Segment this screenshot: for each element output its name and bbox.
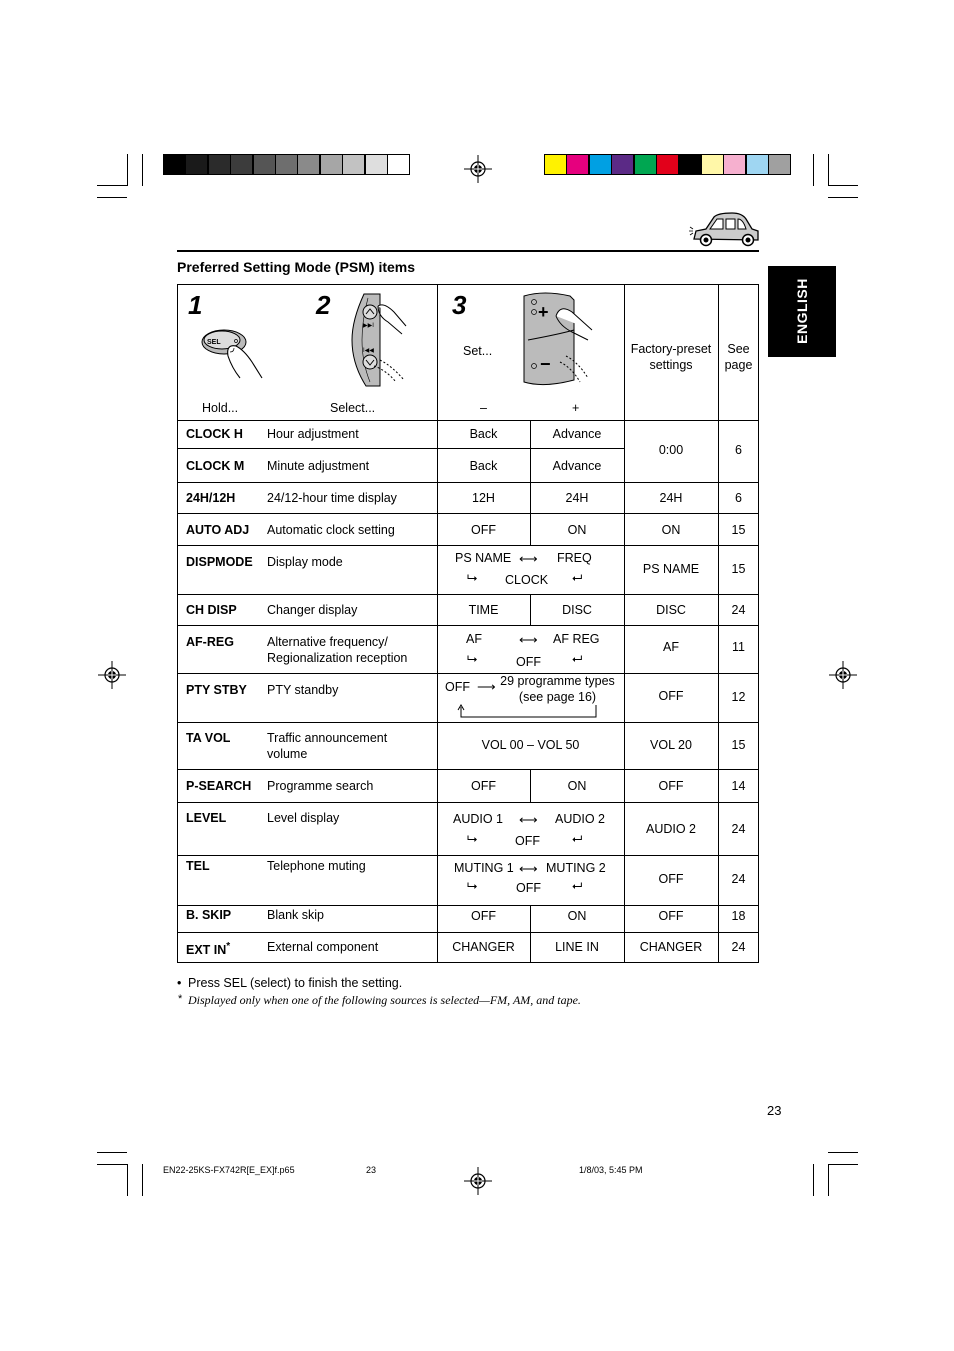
item-desc: 24/12-hour time display	[267, 491, 397, 505]
cycle-option: AF	[466, 632, 482, 646]
color-swatch	[746, 154, 769, 175]
item-code: CLOCK M	[186, 459, 245, 473]
page-ref: 6	[735, 491, 742, 505]
item-code: P-SEARCH	[186, 779, 252, 793]
section-rule	[177, 250, 759, 252]
factory-value: 0:00	[658, 443, 684, 457]
plus-value: ON	[567, 523, 587, 537]
factory-value: PS NAME	[642, 562, 700, 576]
plus-value: Advance	[552, 427, 602, 441]
page-ref: 14	[731, 779, 746, 793]
minus-value: Back	[469, 459, 498, 473]
cycle-option: (see page 16)	[518, 690, 597, 704]
return-arrow-icon: ⮡	[467, 878, 478, 893]
page-number: 23	[767, 1103, 782, 1118]
color-swatch	[208, 154, 231, 175]
color-swatch	[185, 154, 208, 175]
right-arrow-icon: ⟶	[477, 679, 496, 694]
minus-value: OFF	[471, 779, 496, 793]
color-swatch	[589, 154, 612, 175]
table-rule	[437, 284, 438, 963]
see-page-header-line: page	[724, 358, 753, 372]
crop-mark	[828, 185, 858, 186]
page-ref: 15	[731, 738, 746, 752]
crop-mark	[97, 1164, 127, 1165]
table-rule	[177, 420, 759, 421]
factory-value: AUDIO 2	[645, 822, 696, 836]
note-bullet: •	[177, 976, 182, 990]
color-swatch	[611, 154, 634, 175]
step-number: 3	[452, 290, 467, 320]
crop-mark	[828, 1164, 858, 1165]
item-code: AF-REG	[186, 635, 234, 649]
page-ref: 6	[735, 443, 742, 457]
page-ref: 18	[731, 909, 746, 923]
hold-label: Hold...	[202, 401, 239, 415]
table-rule	[177, 545, 759, 546]
color-swatch	[365, 154, 388, 175]
factory-header-line: Factory-preset	[630, 342, 712, 356]
crop-mark	[142, 154, 143, 186]
page-ref: 24	[731, 872, 746, 886]
color-swatch	[387, 154, 410, 175]
page-ref: 11	[732, 640, 745, 654]
note-text: Press SEL (select) to finish the setting.	[188, 976, 403, 990]
item-desc: Telephone muting	[267, 859, 366, 873]
plus-value: Advance	[552, 459, 602, 473]
table-rule	[177, 932, 759, 933]
page-ref: 24	[731, 940, 746, 954]
return-arrow-icon: ⮠	[572, 651, 583, 666]
table-rule	[177, 802, 759, 803]
table-rule	[177, 905, 759, 906]
item-code-text: EXT IN	[186, 943, 227, 958]
return-arrow-icon: ⮡	[467, 831, 478, 846]
item-code: TA VOL	[186, 731, 231, 745]
cycle-option: PS NAME	[455, 551, 512, 565]
color-swatch	[723, 154, 746, 175]
return-arrow-icon: ⮠	[572, 878, 583, 893]
factory-value: CHANGER	[639, 940, 703, 954]
set-label: Set...	[463, 344, 493, 358]
crop-mark	[813, 154, 814, 186]
cycle-option: OFF	[516, 881, 541, 895]
color-swatch	[275, 154, 298, 175]
cycle-option: MUTING 2	[546, 861, 606, 875]
color-swatch	[678, 154, 701, 175]
crop-mark	[828, 1164, 829, 1196]
item-desc: Traffic announcement	[267, 731, 388, 745]
item-code: TEL	[186, 859, 210, 873]
table-rule	[177, 594, 759, 595]
color-swatch	[634, 154, 657, 175]
registration-mark-icon	[829, 661, 857, 689]
item-desc: PTY standby	[267, 683, 339, 697]
page-ref: 15	[731, 523, 746, 537]
car-icon	[688, 207, 760, 251]
crop-mark	[127, 154, 128, 186]
cycle-option: AF REG	[553, 632, 600, 646]
item-desc: Blank skip	[267, 908, 324, 922]
item-desc: Level display	[267, 811, 340, 825]
cycle-option: OFF	[445, 680, 470, 694]
crop-mark	[813, 1164, 814, 1196]
cycle-option: AUDIO 2	[555, 812, 606, 826]
table-rule	[177, 673, 759, 674]
factory-value: 24H	[659, 491, 683, 505]
item-code: CH DISP	[186, 603, 237, 617]
color-swatch	[342, 154, 365, 175]
crop-mark	[127, 1164, 128, 1196]
factory-header	[624, 341, 718, 373]
minus-value: CHANGER	[452, 940, 515, 954]
minus-label: –	[480, 401, 487, 415]
set-buttons-press-icon	[520, 290, 598, 390]
item-code: PTY STBY	[186, 683, 247, 697]
footnote-marker: *	[226, 941, 231, 952]
item-code: B. SKIP	[186, 908, 232, 922]
return-arrow-icon: ⮡	[467, 651, 478, 666]
item-desc: Programme search	[267, 779, 374, 793]
footer-date: 1/8/03, 5:45 PM	[579, 1165, 643, 1175]
item-desc: Changer display	[267, 603, 358, 617]
cycle-option: MUTING 1	[454, 861, 514, 875]
return-arrow-icon: ⮠	[572, 570, 583, 585]
color-swatch	[701, 154, 724, 175]
crop-mark	[97, 197, 127, 198]
svg-text:I◀◀: I◀◀	[363, 348, 374, 354]
registration-mark-icon	[464, 1167, 492, 1195]
crop-mark	[142, 1164, 143, 1196]
item-code: 24H/12H	[186, 491, 236, 505]
language-tab	[768, 266, 836, 357]
item-code: DISPMODE	[186, 555, 253, 569]
bidirectional-arrow-icon: ⟷	[519, 861, 538, 876]
item-desc: Automatic clock setting	[267, 523, 395, 537]
item-code: AUTO ADJ	[186, 523, 250, 537]
bidirectional-arrow-icon: ⟷	[519, 812, 538, 827]
factory-value: OFF	[658, 689, 684, 703]
registration-mark-icon	[98, 661, 126, 689]
item-desc: volume	[267, 747, 308, 761]
cycle-option: AUDIO 1	[453, 812, 504, 826]
registration-mark-icon	[464, 155, 492, 183]
cycle-option: CLOCK	[505, 573, 549, 587]
plus-value: ON	[567, 779, 587, 793]
factory-value: OFF	[658, 779, 684, 793]
factory-value: DISC	[656, 603, 686, 617]
item-desc: Regionalization reception	[267, 651, 408, 665]
minus-value: TIME	[468, 603, 499, 617]
color-swatch	[163, 154, 186, 175]
item-desc: External component	[267, 940, 379, 954]
crop-mark	[828, 1152, 858, 1153]
svg-text:−: −	[540, 354, 551, 374]
color-swatch	[230, 154, 253, 175]
cycle-option: OFF	[515, 834, 540, 848]
page-ref: 24	[731, 603, 746, 617]
step-number: 2	[316, 290, 331, 320]
factory-value: OFF	[658, 872, 684, 886]
color-swatch	[566, 154, 589, 175]
language-tab-label: ENGLISH	[794, 278, 810, 344]
item-code: CLOCK H	[186, 427, 243, 441]
table-rule	[177, 769, 759, 770]
sel-button-press-icon	[200, 318, 270, 390]
see-page-header	[718, 341, 759, 373]
color-swatch	[544, 154, 567, 175]
step-number: 1	[188, 290, 203, 320]
sel-label: SEL	[207, 339, 221, 346]
color-swatch	[768, 154, 791, 175]
section-title: Preferred Setting Mode (PSM) items	[177, 259, 416, 275]
minus-value: 12H	[472, 491, 495, 505]
color-swatch	[297, 154, 320, 175]
factory-value: OFF	[658, 909, 684, 923]
table-rule	[177, 448, 624, 449]
table-rule	[177, 482, 759, 483]
factory-value: ON	[661, 523, 681, 537]
see-page-header-line: See	[727, 342, 750, 356]
factory-value: AF	[663, 640, 679, 654]
footnote-text: Displayed only when one of the following sources is selected—FM, AM, and tape.	[188, 993, 581, 1007]
plus-value: LINE IN	[555, 940, 599, 954]
footer-filename: EN22-25KS-FX742R[E_EX]f.p65	[163, 1165, 295, 1175]
minus-value: Back	[469, 427, 498, 441]
item-code: LEVEL	[186, 811, 227, 825]
plus-label: +	[572, 401, 580, 415]
page-ref: 24	[731, 822, 746, 836]
crop-mark	[97, 185, 127, 186]
item-desc: Alternative frequency/	[267, 635, 388, 649]
footer-page: 23	[366, 1165, 377, 1175]
return-arrow-icon: ⮠	[572, 831, 583, 846]
svg-text:▶▶I: ▶▶I	[363, 323, 374, 329]
plus-value: 24H	[565, 491, 589, 505]
table-rule	[177, 513, 759, 514]
svg-text:+: +	[538, 302, 549, 322]
select-buttons-press-icon	[346, 290, 408, 390]
table-rule	[718, 284, 719, 963]
crop-mark	[97, 1152, 127, 1153]
range-value: VOL 00 – VOL 50	[481, 738, 580, 752]
select-label: Select...	[330, 401, 376, 415]
crop-mark	[828, 154, 829, 186]
color-swatch	[320, 154, 343, 175]
factory-value: VOL 20	[650, 738, 692, 752]
return-arrow-icon: ⮡	[467, 570, 478, 585]
color-swatch	[656, 154, 679, 175]
item-desc: Minute adjustment	[267, 459, 370, 473]
factory-header-line: settings	[649, 358, 693, 372]
cycle-option: OFF	[516, 655, 541, 669]
bidirectional-arrow-icon: ⟷	[519, 551, 538, 566]
cycle-option: FREQ	[557, 551, 592, 565]
cycle-option: 29 programme types	[500, 674, 615, 688]
page-ref: 15	[731, 562, 746, 576]
item-desc: Display mode	[267, 555, 343, 569]
item-code	[186, 939, 230, 958]
bidirectional-arrow-icon: ⟷	[519, 632, 538, 647]
loop-arrow-icon	[456, 704, 600, 720]
color-swatch	[253, 154, 276, 175]
minus-value: OFF	[471, 909, 496, 923]
plus-value: DISC	[562, 603, 592, 617]
plus-value: ON	[567, 909, 587, 923]
item-desc: Hour adjustment	[267, 427, 359, 441]
footnote-marker: *	[178, 993, 183, 1005]
table-rule	[624, 284, 625, 963]
table-rule	[177, 722, 759, 723]
minus-value: OFF	[471, 523, 496, 537]
table-rule	[177, 855, 759, 856]
crop-mark	[828, 197, 858, 198]
page-ref: 12	[731, 690, 746, 704]
table-rule	[177, 625, 759, 626]
